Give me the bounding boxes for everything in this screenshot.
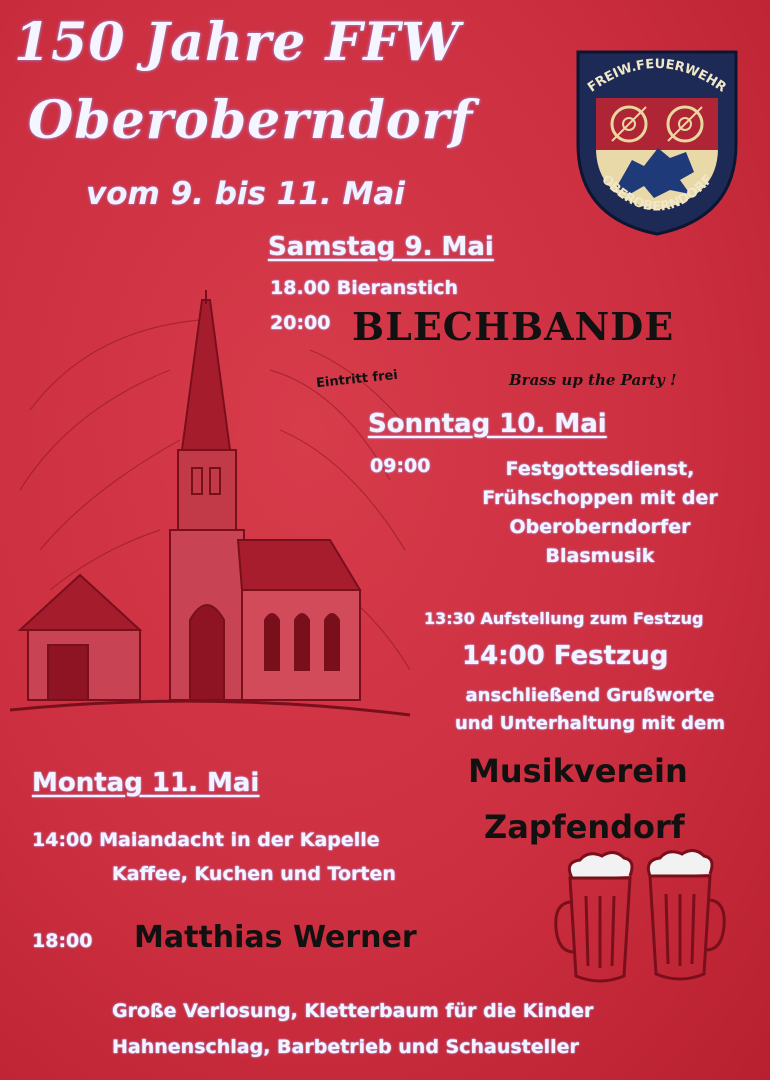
sunday-service-line-2: Frühschoppen mit der: [482, 487, 718, 509]
musikverein-line-2: Zapfendorf: [484, 808, 685, 846]
sunday-service-line-1: Festgottesdienst,: [505, 458, 695, 480]
sunday-after-block: [420, 682, 760, 738]
saturday-heading: Samstag 9. Mai: [268, 232, 494, 262]
artist-matthias-werner: Matthias Werner: [134, 920, 417, 955]
sunday-service-line-4: Blasmusik: [545, 545, 655, 567]
dates-subtitle: vom 9. bis 11. Mai: [86, 176, 405, 212]
sunday-line-1330: 13:30 Aufstellung zum Festzug: [424, 609, 704, 628]
footer-line-2: Hahnenschlag, Barbetrieb und Schausteller: [112, 1036, 579, 1058]
title-line-2: Oberoberndorf: [28, 90, 474, 151]
church-sketch-icon: [10, 290, 420, 730]
footer-line-1: Große Verlosung, Kletterbaum für die Kinder: [112, 1000, 594, 1022]
sunday-service-block: [440, 455, 760, 571]
monday-time-1800: 18:00: [32, 930, 93, 952]
monday-line-maiandacht: 14:00 Maiandacht in der Kapelle: [32, 829, 380, 851]
saturday-time-2000: 20:00: [270, 312, 331, 334]
emblem-bottom-text: OBEROBERNDORF: [598, 172, 716, 215]
monday-heading: Montag 11. Mai: [32, 768, 260, 798]
entry-free-note: Eintritt frei: [315, 367, 399, 392]
sunday-after-line-1: anschließend Grußworte: [465, 685, 715, 706]
sunday-after-line-2: und Unterhaltung mit dem: [454, 713, 726, 734]
title-line-1: 150 Jahre FFW: [14, 12, 461, 73]
sunday-time-0900: 09:00: [370, 455, 431, 477]
band-slogan: Brass up the Party !: [509, 371, 677, 389]
monday-line-kaffee: Kaffee, Kuchen und Torten: [112, 863, 396, 885]
fire-brigade-emblem-icon: [574, 48, 740, 238]
blechbande-band-name: BLECHBANDE: [352, 304, 675, 349]
beer-mugs-icon: [554, 848, 726, 996]
musikverein-line-1: Musikverein: [468, 752, 688, 790]
sunday-service-line-3: Oberoberndorfer: [509, 516, 691, 538]
saturday-item-bieranstich: 18.00 Bieranstich: [270, 277, 459, 299]
sunday-heading: Sonntag 10. Mai: [368, 409, 607, 439]
emblem-top-text: FREIW.FEUERWEHR: [585, 56, 729, 96]
sunday-line-1400: 14:00 Festzug: [462, 641, 669, 671]
